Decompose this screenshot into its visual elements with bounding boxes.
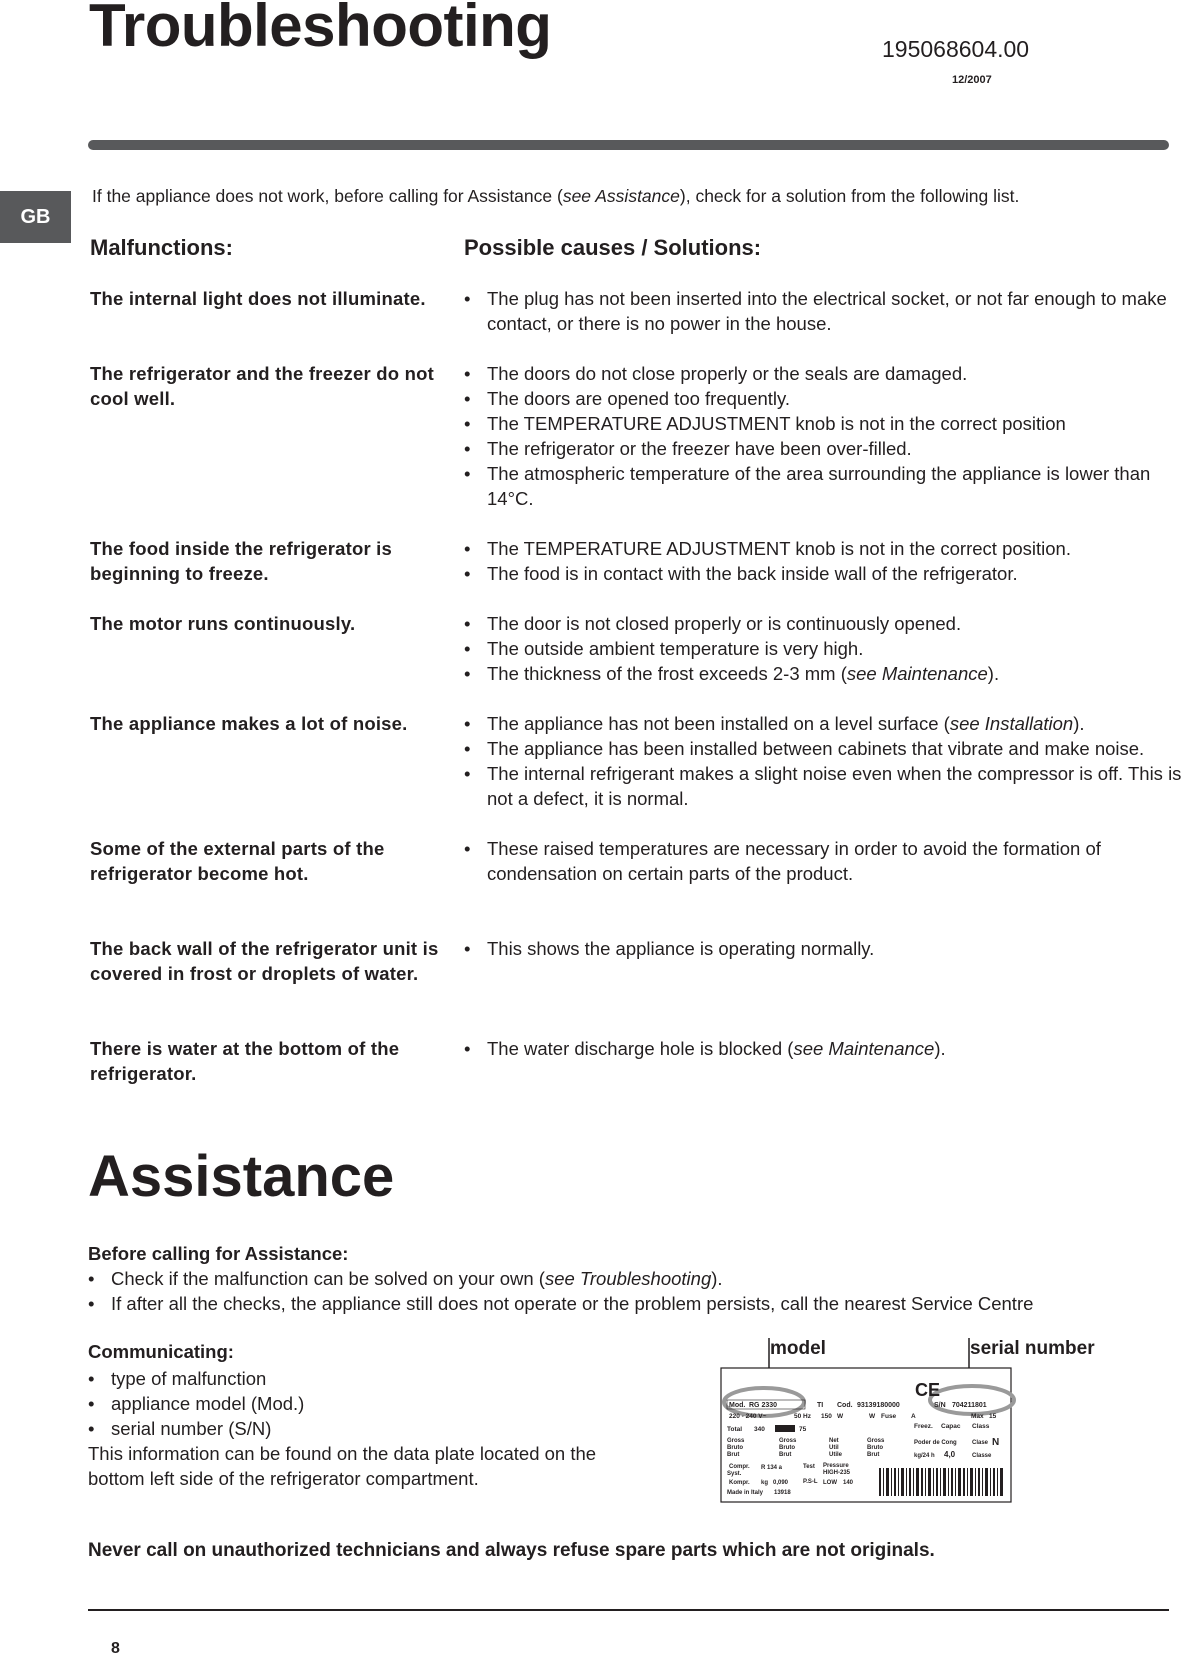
plate-total: Total [727, 1426, 743, 1433]
cause-list [464, 711, 1182, 811]
plate-symbol [775, 1425, 795, 1432]
plate-kompr: Kompr. [729, 1480, 750, 1486]
data-plate-illustration [719, 1338, 1019, 1508]
plate-net: Net [829, 1438, 839, 1444]
plate-made-code: 13918 [774, 1490, 791, 1496]
cause-list [464, 611, 1182, 686]
plate-gross: Gross [727, 1438, 745, 1444]
malfunction-text: The refrigerator and the freezer do not cool well. [90, 363, 434, 409]
cause-item: • The doors are opened too frequently. [464, 386, 1182, 411]
plate-bruto-3: Bruto [867, 1445, 883, 1451]
malfunction-text: The appliance makes a lot of noise. [90, 713, 408, 734]
document-number: 195068604.00 [882, 36, 1030, 62]
cause-item: • The refrigerator or the freezer have been over-filled. [464, 436, 1182, 461]
cause-item: • The food is in contact with the back inside wall of the refrigerator. [464, 561, 1182, 586]
before-calling-heading: Before calling for Assistance: [88, 1243, 349, 1264]
plate-gross-3: Gross [867, 1438, 885, 1444]
cause-item: • The appliance has been installed between cabinets that vibrate and make noise. [464, 736, 1182, 761]
cause-item: • The thickness of the frost exceeds 2-3 mm (see Maintenance). [464, 661, 1182, 686]
plate-mod: Mod. [729, 1402, 746, 1409]
malfunction-text: The internal light does not illuminate. [90, 288, 426, 309]
list-item: • Check if the malfunction can be solved on your own (see Troubleshooting). [88, 1266, 1178, 1291]
plate-clase-value: N [992, 1437, 1000, 1448]
cause-list [464, 1036, 1182, 1061]
plate-sn-value: 704211801 [952, 1402, 987, 1409]
cross-reference: see Maintenance [846, 663, 988, 684]
plate-kg: kg [761, 1480, 769, 1486]
cause-item: • The door is not closed properly or is continuously opened. [464, 611, 1182, 636]
page-title: Troubleshooting [89, 0, 552, 59]
intro-see-assistance: see Assistance [562, 186, 680, 206]
cause-item: • The TEMPERATURE ADJUSTMENT knob is not in the correct position [464, 411, 1182, 436]
plate-compr: Compr. [729, 1464, 750, 1470]
cause-list [464, 936, 1182, 961]
intro-before: If the appliance does not work, before calling for Assistance ( [92, 186, 563, 206]
header-divider [88, 140, 1169, 150]
plate-w2: W [869, 1413, 876, 1420]
plate-fuse: Fuse [881, 1413, 897, 1420]
plate-mod-value: RG 2330 [749, 1402, 778, 1409]
plate-kg-value: 0,090 [773, 1480, 789, 1486]
page-number: 8 [111, 1640, 120, 1657]
list-item: • type of malfunction [88, 1366, 688, 1391]
plate-r134: R 134 a [761, 1465, 783, 1471]
plate-util: Util [829, 1445, 839, 1451]
malfunction-text: There is water at the bottom of the refrigerator. [90, 1038, 400, 1084]
cause-item: • This shows the appliance is operating normally. [464, 936, 1182, 961]
malfunction-text: Some of the external parts of the refrigerator become hot. [90, 838, 385, 884]
cause-list [464, 286, 1182, 336]
plate-kg24: kg/24 h [914, 1453, 935, 1459]
plate-total-value: 340 [754, 1426, 765, 1433]
plate-brut-2: Brut [779, 1452, 792, 1458]
intro-after: ), check for a solution from the following list. [679, 186, 1020, 206]
cross-reference: see Troubleshooting [544, 1268, 712, 1289]
plate-ti: TI [817, 1402, 824, 1409]
plate-cod-value: 93139180000 [857, 1402, 900, 1409]
cause-list [464, 836, 1182, 886]
cause-item: • The plug has not been inserted into the electrical socket, or not far enough to make contact, or there is no power in the house. [464, 286, 1182, 336]
plate-utile: Utile [829, 1452, 843, 1458]
cause-item: • The TEMPERATURE ADJUSTMENT knob is not in the correct position. [464, 536, 1182, 561]
plate-poder: Poder de Cong [914, 1440, 957, 1446]
plate-kg24-value: 4,0 [944, 1450, 956, 1459]
plate-syst: Syst. [727, 1471, 742, 1477]
cross-reference: see Installation [949, 713, 1074, 734]
cause-item: • These raised temperatures are necessary in order to avoid the formation of condensation on certain parts of the product. [464, 836, 1182, 886]
plate-hz: 50 Hz [794, 1413, 811, 1420]
malfunction-text: The food inside the refrigerator is beginning to freeze. [90, 538, 393, 584]
plate-class: Class [972, 1423, 990, 1430]
plate-capac: Capac [941, 1423, 961, 1430]
plate-made-in: Made in Italy [727, 1490, 764, 1496]
plate-psi: P.S-L [803, 1479, 818, 1485]
communicating-heading: Communicating: [88, 1341, 234, 1362]
plate-max-value: 15 [989, 1413, 997, 1420]
plate-w: W [837, 1413, 844, 1420]
plate-sn: S/N [934, 1402, 946, 1409]
plate-freez: Freez. [914, 1423, 933, 1430]
plate-gross-2: Gross [779, 1438, 797, 1444]
plate-classe: Classe [972, 1453, 992, 1459]
ce-mark: CE [915, 1380, 941, 1400]
plate-bruto-2: Bruto [779, 1445, 795, 1451]
cause-item: • The water discharge hole is blocked (see Maintenance). [464, 1036, 1182, 1061]
cause-item: • The outside ambient temperature is very high. [464, 636, 1182, 661]
cause-item: • The internal refrigerant makes a slight noise even when the compressor is off. This is not a defect, it is normal. [464, 761, 1182, 811]
cause-item: • The atmospheric temperature of the area surrounding the appliance is lower than 14°C. [464, 461, 1182, 511]
communicating-list [88, 1366, 688, 1441]
list-item: • appliance model (Mod.) [88, 1391, 688, 1416]
plate-brut: Brut [727, 1452, 740, 1458]
plate-low-value: 140 [843, 1480, 854, 1486]
plate-amps: A [911, 1413, 916, 1420]
cross-reference: see Maintenance [793, 1038, 935, 1059]
intro-text [92, 186, 1019, 207]
document-date: 12/2007 [952, 74, 992, 86]
cause-list [464, 536, 1182, 586]
data-plate-note: This information can be found on the data plate located on the bottom left side of the refrigerator compartment. [88, 1443, 597, 1489]
malfunction-text: The motor runs continuously. [90, 613, 356, 634]
plate-brut-3: Brut [867, 1452, 880, 1458]
list-item: • If after all the checks, the appliance still does not operate or the problem persists, call the nearest Service Centre [88, 1291, 1178, 1316]
before-calling-list [88, 1266, 1178, 1316]
footer-divider [88, 1609, 1169, 1611]
plate-test: Test [803, 1464, 815, 1470]
plate-watts: 150 [821, 1413, 832, 1420]
cause-item: • The doors do not close properly or the seals are damaged. [464, 361, 1182, 386]
language-tab: GB [0, 191, 71, 243]
plate-high: HIGH-235 [823, 1470, 851, 1476]
serial-callout-label: serial number [970, 1338, 1095, 1359]
plate-cod: Cod. [837, 1402, 853, 1409]
malfunction-text: The back wall of the refrigerator unit is covered in frost or droplets of water. [90, 938, 439, 984]
plate-low: LOW [823, 1480, 837, 1486]
plate-clase: Clase [972, 1440, 989, 1446]
plate-75: 75 [799, 1426, 807, 1433]
plate-bruto: Bruto [727, 1445, 743, 1451]
cause-item: • The appliance has not been installed on a level surface (see Installation). [464, 711, 1182, 736]
cause-list [464, 361, 1182, 511]
warning-text: Never call on unauthorized technicians and always refuse spare parts which are not originals. [88, 1540, 935, 1561]
assistance-title: Assistance [88, 1144, 395, 1209]
causes-heading: Possible causes / Solutions: [464, 235, 762, 260]
model-callout-label: model [770, 1338, 826, 1359]
plate-max: Max [971, 1413, 984, 1420]
plate-voltage: 220 - 240 V~ [729, 1413, 767, 1420]
malfunctions-heading: Malfunctions: [90, 235, 233, 260]
list-item: • serial number (S/N) [88, 1416, 688, 1441]
plate-pressure: Pressure [823, 1463, 849, 1469]
